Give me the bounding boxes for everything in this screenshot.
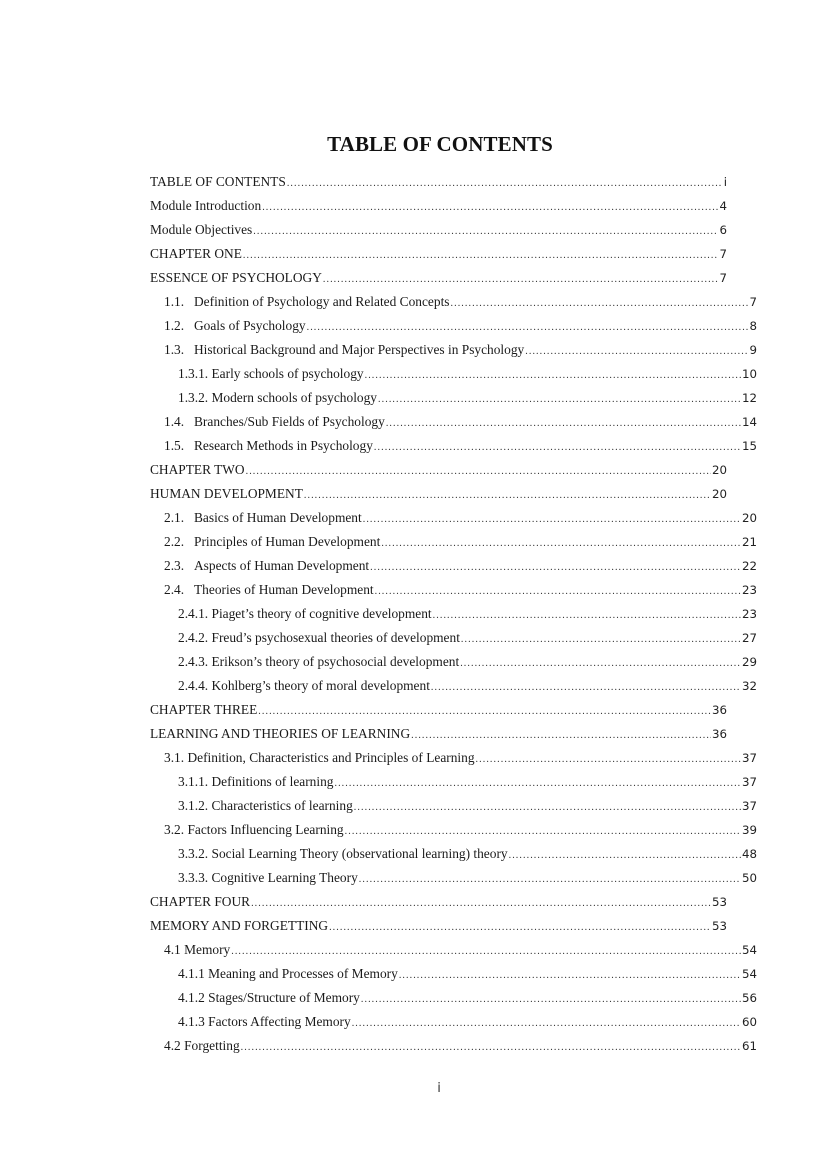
dot-leader	[451, 292, 749, 316]
toc-entry[interactable]	[150, 314, 757, 338]
toc-entry-number: 4.1.2	[178, 990, 205, 1005]
toc-entry-page: 50	[741, 871, 757, 885]
dot-leader	[231, 940, 741, 964]
toc-entry-number: 2.1.	[164, 510, 185, 525]
toc-entry[interactable]	[150, 410, 757, 434]
toc-entry-number: 1.3.1.	[178, 366, 209, 381]
toc-entry-text: Branches/Sub Fields of Psychology	[194, 414, 385, 429]
dot-leader	[374, 436, 741, 460]
toc-entry-label	[164, 410, 386, 434]
toc-entry-page: 29	[741, 655, 757, 669]
dot-leader	[246, 460, 711, 484]
dot-leader	[258, 700, 711, 724]
toc-entry-page: 60	[741, 1015, 757, 1029]
toc-entry-text: CHAPTER TWO	[150, 462, 245, 477]
toc-entry-label	[178, 962, 399, 986]
dot-leader	[433, 604, 741, 628]
toc-entry-number: 1.2.	[164, 318, 185, 333]
toc-entry-page: 7	[749, 295, 757, 309]
toc-entry-label	[150, 266, 323, 290]
toc-entry-text: Freud’s psychosexual theories of development	[211, 630, 460, 645]
toc-entry-number: 3.1.1.	[178, 774, 209, 789]
toc-entry-text: Factors Influencing Learning	[187, 822, 344, 837]
dot-leader	[334, 772, 741, 796]
toc-entry-page: 7	[719, 247, 727, 261]
toc-entry-label	[150, 458, 246, 482]
dot-leader	[375, 580, 741, 604]
toc-entry-number: 4.1.3	[178, 1014, 205, 1029]
toc-entry-text: Aspects of Human Development	[194, 558, 370, 573]
toc-entry[interactable]	[150, 530, 757, 554]
toc-entry-page: 21	[741, 535, 757, 549]
toc-entry-text: Kohlberg’s theory of moral development	[211, 678, 430, 693]
toc-entry[interactable]	[150, 698, 727, 722]
toc-entry-text: MEMORY AND FORGETTING	[150, 918, 329, 933]
toc-entry-text: Meaning and Processes of Memory	[208, 966, 398, 981]
toc-entry-text: CHAPTER ONE	[150, 246, 242, 261]
toc-entry[interactable]	[150, 386, 757, 410]
toc-entry-page: 37	[741, 751, 757, 765]
toc-entry-label	[164, 938, 231, 962]
toc-entry-page: 54	[741, 943, 757, 957]
toc-entry-number: 1.5.	[164, 438, 185, 453]
dot-leader	[411, 724, 711, 748]
dot-leader	[262, 196, 718, 220]
toc-entry-label	[150, 170, 287, 194]
toc-entry-text: CHAPTER FOUR	[150, 894, 251, 909]
toc-entry-text: Modern schools of psychology	[211, 390, 378, 405]
toc-entry-page: 20	[711, 463, 727, 477]
dot-leader	[304, 484, 711, 508]
toc-entry-label	[178, 842, 509, 866]
toc-entry-page: 27	[741, 631, 757, 645]
toc-entry-number: 1.4.	[164, 414, 185, 429]
toc-entry-page: i	[723, 175, 727, 189]
toc-entry-label	[150, 218, 253, 242]
toc-entry[interactable]	[150, 170, 727, 194]
toc-entry-label	[178, 1010, 352, 1034]
toc-entry-label	[150, 698, 258, 722]
toc-entry-text: Factors Affecting Memory	[208, 1014, 351, 1029]
toc-entry-label	[150, 914, 329, 938]
toc-entry-label	[150, 722, 411, 746]
toc-entry-page: 56	[741, 991, 757, 1005]
dot-leader	[352, 1012, 741, 1036]
toc-entry-text: Erikson’s theory of psychosocial development	[211, 654, 460, 669]
dot-leader	[460, 652, 741, 676]
toc-entry-number: 1.3.2.	[178, 390, 209, 405]
page-title: TABLE OF CONTENTS	[327, 132, 553, 156]
dot-leader	[525, 340, 748, 364]
toc-entry-page: 36	[711, 727, 727, 741]
toc-entry[interactable]	[150, 266, 727, 290]
toc-entry-label	[164, 290, 451, 314]
dot-leader	[378, 388, 741, 412]
toc-entry-text: Historical Background and Major Perspectives in Psychology	[194, 342, 525, 357]
toc-entry[interactable]	[150, 578, 757, 602]
toc-entry[interactable]	[150, 722, 727, 746]
toc-entry-label	[178, 602, 433, 626]
toc-entry-number: 2.4.3.	[178, 654, 209, 669]
toc-entry-page: 23	[741, 583, 757, 597]
dot-leader	[431, 676, 741, 700]
toc-entry[interactable]	[150, 194, 727, 218]
dot-leader	[329, 916, 711, 940]
toc-entry-number: 3.1.	[164, 750, 185, 765]
toc-entry[interactable]	[150, 746, 757, 770]
dot-leader	[243, 244, 719, 268]
dot-leader	[323, 268, 719, 292]
toc-entry-label	[178, 362, 365, 386]
toc-entry-number: 2.3.	[164, 558, 185, 573]
toc-entry-page: 20	[741, 511, 757, 525]
toc-entry-text: Definition of Psychology and Related Concepts	[194, 294, 450, 309]
toc-entry[interactable]	[150, 482, 727, 506]
toc-entry-text: Social Learning Theory (observational learning) theory	[211, 846, 508, 861]
toc-entry-text: Memory	[184, 942, 231, 957]
toc-entry-page: 20	[711, 487, 727, 501]
toc-entry[interactable]	[150, 602, 757, 626]
toc-entry-page: 12	[741, 391, 757, 405]
toc-entry[interactable]	[150, 458, 727, 482]
toc-entry-label	[178, 794, 354, 818]
toc-entry[interactable]	[150, 434, 757, 458]
toc-entry-page: 23	[741, 607, 757, 621]
toc-entry-label	[178, 986, 361, 1010]
toc-entry-text: Forgetting	[184, 1038, 240, 1053]
toc-entry-label	[164, 818, 345, 842]
dot-leader	[354, 796, 741, 820]
toc-entry[interactable]	[150, 842, 757, 866]
toc-entry-label	[178, 866, 359, 890]
toc-entry-label	[150, 194, 262, 218]
toc-entry-page: 39	[741, 823, 757, 837]
toc-entry-page: 8	[749, 319, 757, 333]
dot-leader	[307, 316, 749, 340]
toc-entry-number: 2.4.	[164, 582, 185, 597]
dot-leader	[361, 988, 741, 1012]
toc-entry-label	[164, 314, 307, 338]
toc-entry[interactable]	[150, 242, 727, 266]
toc-entry-number: 4.1	[164, 942, 181, 957]
dot-leader	[365, 364, 741, 388]
toc-entry[interactable]	[150, 794, 757, 818]
toc-entry-page: 6	[719, 223, 727, 237]
toc-entry-text: ESSENCE OF PSYCHOLOGY	[150, 270, 322, 285]
toc-entry[interactable]	[150, 218, 727, 242]
toc-entry-label	[164, 578, 375, 602]
dot-leader	[345, 820, 741, 844]
toc-entry-text: Principles of Human Development	[194, 534, 381, 549]
toc-entry[interactable]	[150, 674, 757, 698]
toc-entry-page: 32	[741, 679, 757, 693]
dot-leader	[253, 220, 718, 244]
toc-entry-text: TABLE OF CONTENTS	[150, 174, 286, 189]
toc-entry-text: Characteristics of learning	[211, 798, 353, 813]
toc-entry[interactable]	[150, 626, 757, 650]
toc-entry-page: 61	[741, 1039, 757, 1053]
dot-leader	[476, 748, 741, 772]
toc-entry[interactable]	[150, 986, 757, 1010]
toc-entry-text: HUMAN DEVELOPMENT	[150, 486, 303, 501]
toc-entry[interactable]	[150, 290, 757, 314]
toc-entry-text: Research Methods in Psychology	[194, 438, 373, 453]
dot-leader	[399, 964, 741, 988]
toc-entry-page: 10	[741, 367, 757, 381]
toc-entry[interactable]	[150, 650, 757, 674]
toc-entry-page: 22	[741, 559, 757, 573]
toc-entry-page: 37	[741, 799, 757, 813]
toc-entry[interactable]	[150, 554, 757, 578]
page-number-footer: i	[437, 1081, 441, 1096]
toc-entry-number: 3.3.2.	[178, 846, 209, 861]
toc-entry-page: 48	[741, 847, 757, 861]
toc-entry-page: 54	[741, 967, 757, 981]
dot-leader	[359, 868, 741, 892]
toc-entry-text: Early schools of psychology	[211, 366, 364, 381]
toc-entry-text: Definitions of learning	[211, 774, 334, 789]
toc-entry[interactable]	[150, 506, 757, 530]
toc-entry-label	[164, 530, 381, 554]
toc-entry-text: Stages/Structure of Memory	[208, 990, 360, 1005]
dot-leader	[381, 532, 741, 556]
toc-entry[interactable]	[150, 890, 727, 914]
toc-entry[interactable]	[150, 770, 757, 794]
toc-entry[interactable]	[150, 962, 757, 986]
toc-entry-number: 3.1.2.	[178, 798, 209, 813]
toc-entry-page: 15	[741, 439, 757, 453]
toc-entry[interactable]	[150, 1010, 757, 1034]
toc-entry-text: Goals of Psychology	[194, 318, 306, 333]
toc-entry-text: Basics of Human Development	[194, 510, 362, 525]
toc-entry-number: 1.3.	[164, 342, 185, 357]
toc-entry-label	[150, 242, 243, 266]
toc-entry-label	[164, 338, 525, 362]
dot-leader	[287, 172, 723, 196]
toc-entry-number: 2.4.2.	[178, 630, 209, 645]
toc-entry-page: 4	[719, 199, 727, 213]
toc-entry-label	[164, 434, 374, 458]
toc-entry-number: 2.4.4.	[178, 678, 209, 693]
toc-entry-text: CHAPTER THREE	[150, 702, 258, 717]
table-of-contents	[150, 170, 760, 1058]
toc-entry-page: 53	[711, 919, 727, 933]
dot-leader	[241, 1036, 741, 1060]
toc-entry-page: 53	[711, 895, 727, 909]
toc-entry-label	[178, 770, 334, 794]
toc-entry-number: 2.2.	[164, 534, 185, 549]
toc-entry-text: LEARNING AND THEORIES OF LEARNING	[150, 726, 411, 741]
toc-entry-label	[178, 386, 378, 410]
toc-entry[interactable]	[150, 866, 757, 890]
toc-entry-number: 2.4.1.	[178, 606, 209, 621]
dot-leader	[251, 892, 711, 916]
dot-leader	[386, 412, 741, 436]
toc-entry-number: 3.2.	[164, 822, 185, 837]
toc-entry-page: 7	[719, 271, 727, 285]
toc-entry[interactable]	[150, 362, 757, 386]
toc-entry-text: Module Introduction	[150, 198, 262, 213]
toc-entry-label	[150, 890, 251, 914]
toc-entry-page: 14	[741, 415, 757, 429]
toc-entry-label	[178, 626, 461, 650]
toc-entry-label	[150, 482, 304, 506]
toc-entry-label	[178, 650, 460, 674]
toc-entry-text: Definition, Characteristics and Principles of Learning	[187, 750, 475, 765]
toc-entry-page: 37	[741, 775, 757, 789]
toc-entry[interactable]	[150, 938, 757, 962]
dot-leader	[363, 508, 741, 532]
toc-entry-label	[164, 1034, 241, 1058]
toc-entry-number: 4.1.1	[178, 966, 205, 981]
toc-entry-text: Cognitive Learning Theory	[211, 870, 358, 885]
toc-entry-number: 4.2	[164, 1038, 181, 1053]
toc-entry-label	[178, 674, 431, 698]
toc-entry[interactable]	[150, 818, 757, 842]
toc-entry-text: Piaget’s theory of cognitive development	[211, 606, 432, 621]
dot-leader	[461, 628, 741, 652]
toc-entry[interactable]	[150, 1034, 757, 1058]
toc-entry-page: 9	[749, 343, 757, 357]
toc-entry-page: 36	[711, 703, 727, 717]
toc-entry-number: 3.3.3.	[178, 870, 209, 885]
toc-entry-label	[164, 554, 370, 578]
dot-leader	[509, 844, 741, 868]
toc-entry-number: 1.1.	[164, 294, 185, 309]
toc-entry-text: Module Objectives	[150, 222, 253, 237]
toc-entry[interactable]	[150, 338, 757, 362]
toc-entry[interactable]	[150, 914, 727, 938]
toc-entry-label	[164, 746, 476, 770]
toc-entry-text: Theories of Human Development	[194, 582, 374, 597]
dot-leader	[370, 556, 741, 580]
toc-entry-label	[164, 506, 363, 530]
